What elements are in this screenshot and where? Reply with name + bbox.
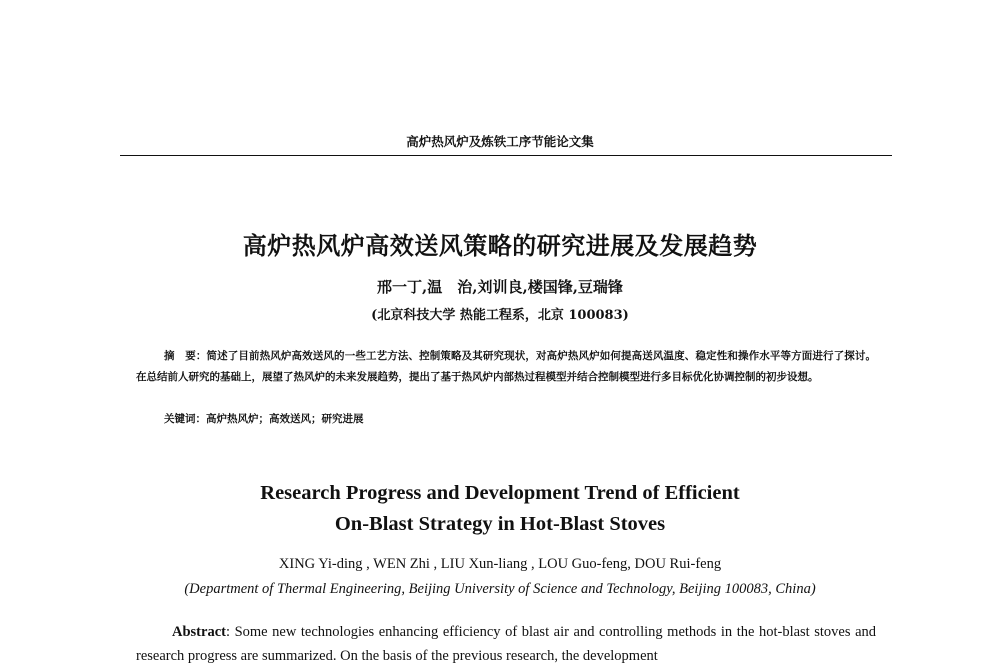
english-abstract-label: Abstract (172, 624, 226, 640)
english-title-line2: On-Blast Strategy in Hot-Blast Stoves (334, 513, 666, 535)
chinese-affiliation: (北京科技大学 热能工程系，北京 100083) (371, 308, 629, 323)
chinese-title: 高炉热风炉高效送风策略的研究进展及发展趋势 (242, 231, 758, 260)
english-title (0, 478, 1000, 540)
chinese-abstract-label: 摘 要： (164, 350, 207, 362)
chinese-keywords-text: 高炉热风炉；高效送风；研究进展 (206, 413, 364, 425)
english-authors: XING Yi-ding , WEN Zhi , LIU Xun-liang , LOU Guo-feng, DOU Rui-feng (278, 556, 722, 572)
chinese-authors: 邢一丁,温 治,刘训良,楼国锋,豆瑞锋 (377, 278, 623, 296)
chinese-abstract-text: 简述了目前热风炉高效送风的一些工艺方法、控制策略及其研究现状，对高炉热风炉如何提高送风温度、稳定性和操作水平等方面进行了探讨。在总结前人研究的基础上，展望了热风炉的未来发展趋势，提出了基于热风炉内部热过程模型并结合控制模型进行多目标优化协调控制的初步设想。 (136, 350, 876, 383)
english-abstract (136, 620, 876, 668)
chinese-abstract (136, 346, 876, 388)
header-rule (120, 155, 892, 156)
running-header: 高炉热风炉及炼铁工序节能论文集 (406, 134, 594, 149)
chinese-keywords-label: 关键词： (164, 413, 206, 425)
english-affiliation: (Department of Thermal Engineering, Beijing University of Science and Technology, Beijing 100083, China) (184, 581, 816, 597)
chinese-keywords (164, 411, 364, 426)
english-abstract-separator: : (225, 624, 235, 640)
english-title-line1: Research Progress and Development Trend of Efficient (260, 482, 740, 504)
english-abstract-text: Some new technologies enhancing efficiency of blast air and controlling methods in the hot-blast stoves and research progress are summarized. On the basis of the previous research, the development (136, 624, 877, 664)
